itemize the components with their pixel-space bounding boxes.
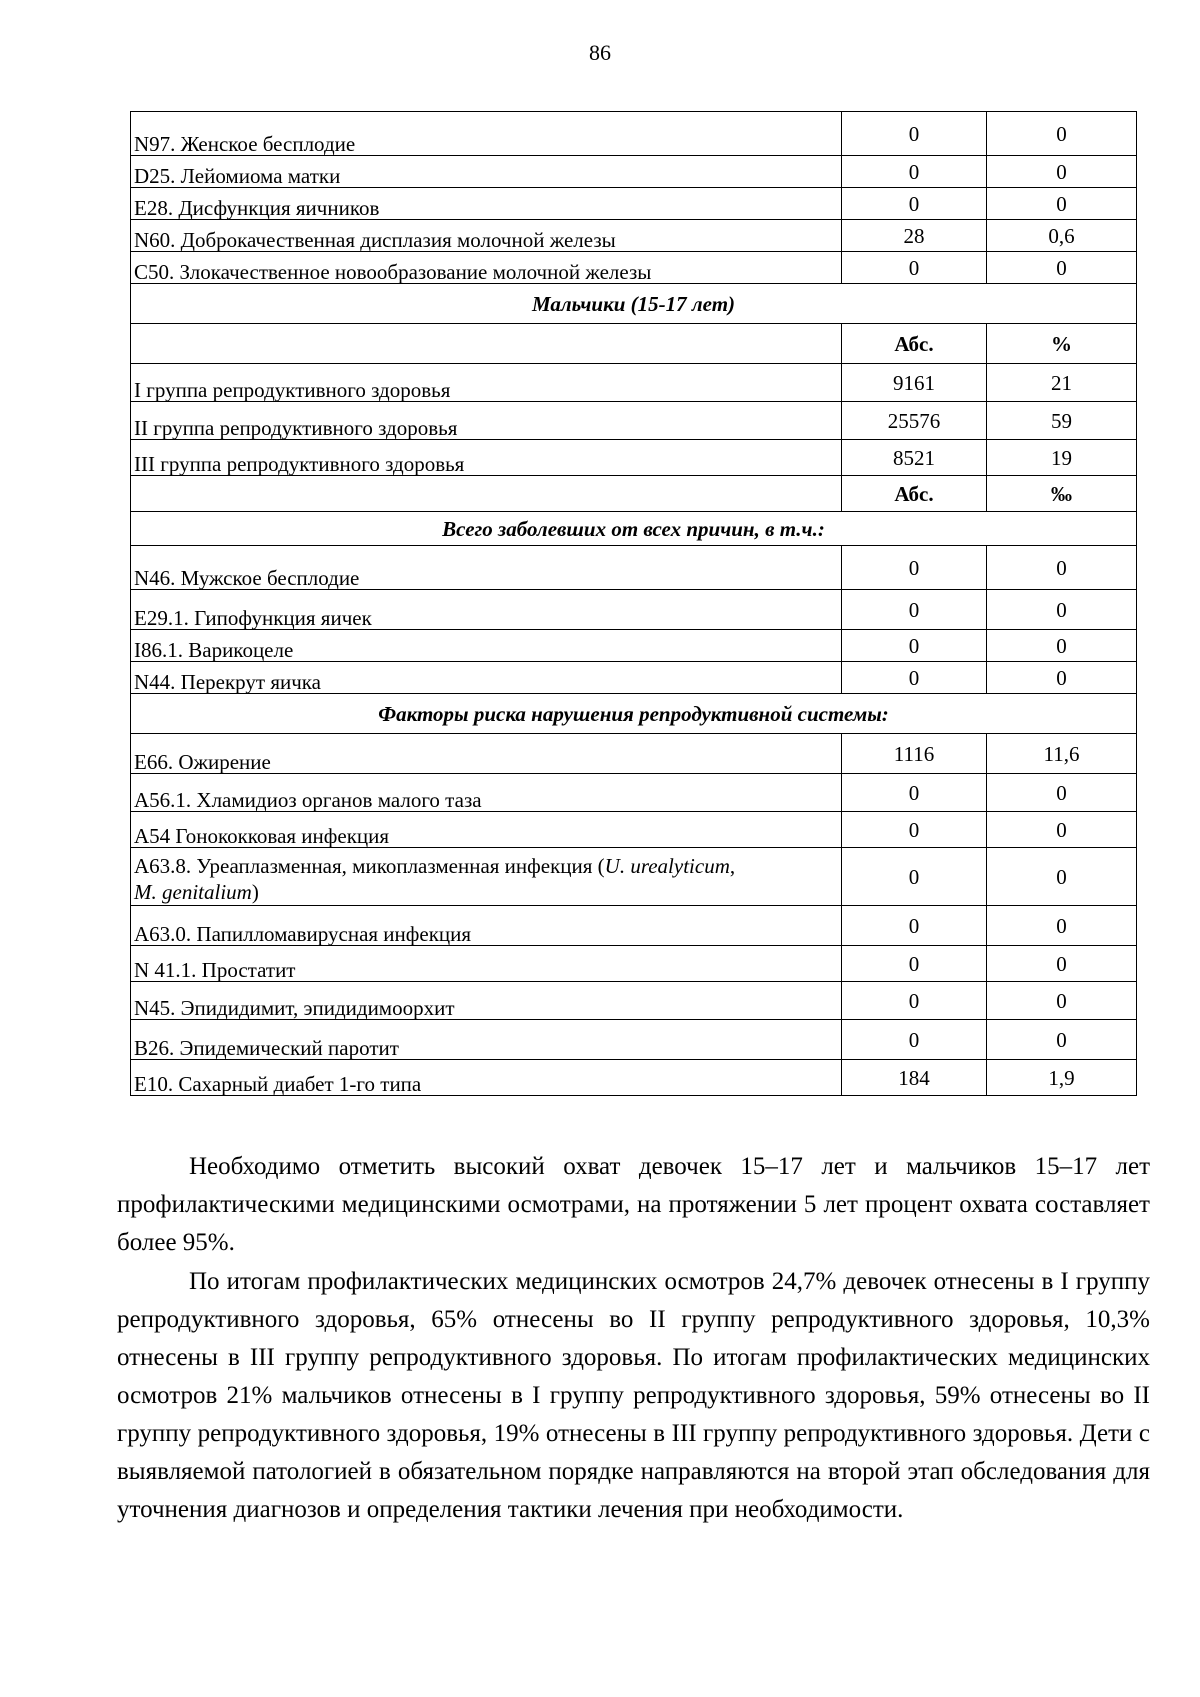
row-label: III группа репродуктивного здоровья (131, 440, 842, 476)
paragraph-groups-summary: По итогам профилактических медицинских осмотров 24,7% девочек отнесены в I группу репродуктивного здоровья, 65% отнесены во II группу репродуктивного здоровья, 10,3% отнесены в III группу репродуктивного здоровья. По итогам профилактических медицинских осмотров 21% мальчиков отнесены в I группу репродуктивного здоровья, 59% отнесены во II группу репродуктивного здоровья, 19% отнесены в III группу репродуктивного здоровья. Дети с выявляемой патологией в обязательном порядке направляются на второй этап обследования для уточнения диагнозов и определения тактики лечения при необходимости. (117, 1268, 1150, 1523)
abs-value: 0 (842, 812, 987, 848)
row-label: N45. Эпидидимит, эпидидимоорхит (131, 982, 842, 1020)
table-row (131, 590, 1137, 630)
table-row (131, 440, 1137, 476)
section-row (131, 694, 1137, 734)
row-label-part: A63.8. Уреаплазменная, микоплазменная инфекция ( (134, 854, 605, 878)
row-label: D25. Лейомиома матки (131, 156, 842, 188)
rate-value: 0 (987, 112, 1137, 156)
rate-value: 21 (987, 364, 1137, 402)
header-row (131, 476, 1137, 512)
header-rate: ‰ (987, 476, 1137, 512)
row-label: E29.1. Гипофункция яичек (131, 590, 842, 630)
row-label: E66. Ожирение (131, 734, 842, 774)
statistics-table (130, 111, 1137, 1096)
table-row (131, 1020, 1137, 1060)
abs-value: 0 (842, 188, 987, 220)
table-row (131, 402, 1137, 440)
abs-value: 25576 (842, 402, 987, 440)
rate-value: 0 (987, 848, 1137, 906)
table-row (131, 848, 1137, 906)
table-row (131, 252, 1137, 284)
rate-value: 19 (987, 440, 1137, 476)
row-label: B26. Эпидемический паротит (131, 1020, 842, 1060)
rate-value: 0,6 (987, 220, 1137, 252)
abs-value: 0 (842, 252, 987, 284)
abs-value: 28 (842, 220, 987, 252)
header-row (131, 324, 1137, 364)
abs-value: 0 (842, 946, 987, 982)
row-label (131, 848, 842, 906)
header-abs: Абс. (842, 324, 987, 364)
abs-value: 0 (842, 156, 987, 188)
abs-value: 184 (842, 1060, 987, 1096)
table-row (131, 774, 1137, 812)
abs-value: 0 (842, 906, 987, 946)
row-label: N97. Женское бесплодие (131, 112, 842, 156)
row-label: E10. Сахарный диабет 1-го типа (131, 1060, 842, 1096)
header-empty-cell (131, 324, 842, 364)
rate-value: 11,6 (987, 734, 1137, 774)
rate-value: 0 (987, 156, 1137, 188)
rate-value: 0 (987, 188, 1137, 220)
abs-value: 0 (842, 546, 987, 590)
rate-value: 0 (987, 546, 1137, 590)
rate-value: 0 (987, 946, 1137, 982)
row-label: E28. Дисфункция яичников (131, 188, 842, 220)
row-label-part: , (729, 854, 736, 878)
rate-value: 0 (987, 252, 1137, 284)
table-row (131, 946, 1137, 982)
table-row (131, 662, 1137, 694)
row-label: A63.0. Папилломавирусная инфекция (131, 906, 842, 946)
header-abs: Абс. (842, 476, 987, 512)
header-empty-cell (131, 476, 842, 512)
row-label: I группа репродуктивного здоровья (131, 364, 842, 402)
row-label: N46. Мужское бесплодие (131, 546, 842, 590)
row-label: C50. Злокачественное новообразование молочной железы (131, 252, 842, 284)
row-label-part: U. urealyticum (604, 854, 730, 878)
rate-value: 0 (987, 662, 1137, 694)
abs-value: 0 (842, 1020, 987, 1060)
header-rate: % (987, 324, 1137, 364)
table-row (131, 630, 1137, 662)
rate-value: 1,9 (987, 1060, 1137, 1096)
section-title: Факторы риска нарушения репродуктивной системы: (131, 694, 1137, 734)
section-title: Мальчики (15-17 лет) (131, 284, 1137, 324)
abs-value: 9161 (842, 364, 987, 402)
table-row (131, 546, 1137, 590)
table-row (131, 188, 1137, 220)
abs-value: 0 (842, 112, 987, 156)
section-row (131, 284, 1137, 324)
section-title: Всего заболевших от всех причин, в т.ч.: (131, 512, 1137, 546)
table-row (131, 156, 1137, 188)
table-row (131, 812, 1137, 848)
rate-value: 0 (987, 982, 1137, 1020)
table-row (131, 112, 1137, 156)
abs-value: 0 (842, 662, 987, 694)
rate-value: 59 (987, 402, 1137, 440)
abs-value: 0 (842, 630, 987, 662)
row-label: N60. Доброкачественная дисплазия молочной железы (131, 220, 842, 252)
paragraph-coverage: Необходимо отметить высокий охват девочек 15–17 лет и мальчиков 15–17 лет профилактическими медицинскими осмотрами, на протяжении 5 лет процент охвата составляет более 95%. (117, 1153, 1150, 1256)
row-label-part: ) (251, 880, 259, 904)
table-row (131, 364, 1137, 402)
rate-value: 0 (987, 812, 1137, 848)
rate-value: 0 (987, 1020, 1137, 1060)
table-row (131, 220, 1137, 252)
page-number: 86 (589, 40, 611, 65)
abs-value: 8521 (842, 440, 987, 476)
rate-value: 0 (987, 590, 1137, 630)
table-row (131, 734, 1137, 774)
table-row (131, 906, 1137, 946)
table-row (131, 982, 1137, 1020)
abs-value: 0 (842, 774, 987, 812)
row-label: N 41.1. Простатит (131, 946, 842, 982)
row-label: N44. Перекрут яичка (131, 662, 842, 694)
section-row (131, 512, 1137, 546)
abs-value: 1116 (842, 734, 987, 774)
table-body (131, 112, 1137, 1096)
row-label: A54 Гонококковая инфекция (131, 812, 842, 848)
row-label: I86.1. Варикоцеле (131, 630, 842, 662)
abs-value: 0 (842, 982, 987, 1020)
rate-value: 0 (987, 906, 1137, 946)
rate-value: 0 (987, 774, 1137, 812)
rate-value: 0 (987, 630, 1137, 662)
table-row (131, 1060, 1137, 1096)
row-label: A56.1. Хламидиоз органов малого таза (131, 774, 842, 812)
abs-value: 0 (842, 848, 987, 906)
row-label: II группа репродуктивного здоровья (131, 402, 842, 440)
abs-value: 0 (842, 590, 987, 630)
row-label-part: M. genitalium (134, 880, 252, 904)
